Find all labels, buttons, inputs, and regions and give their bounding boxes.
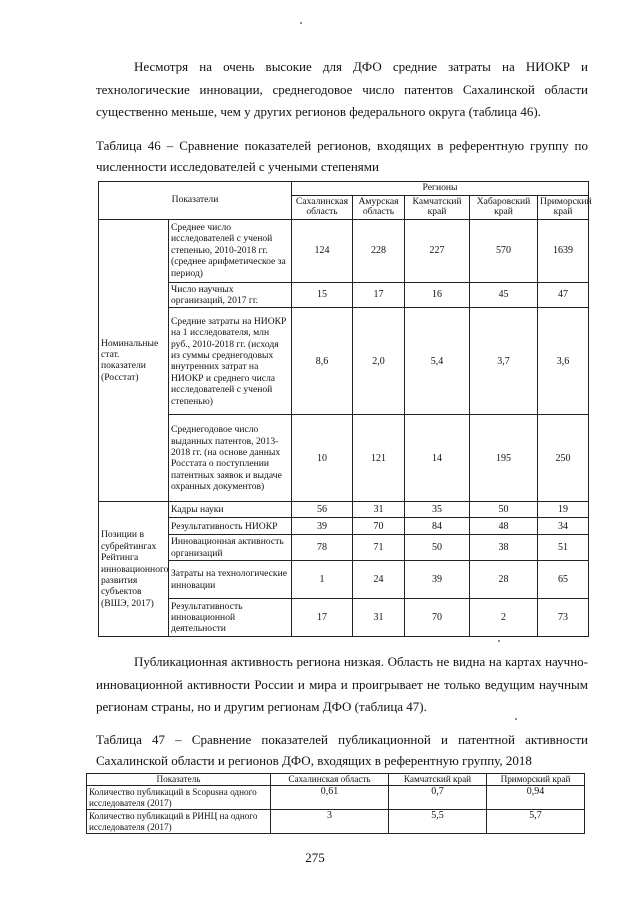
intro-line-2: инновации, среднегодовое число патентов Сахалинской области существенно меньше, чем: [96, 81, 589, 119]
table-cell: 5,4: [405, 308, 470, 415]
header-regions: Регионы: [292, 182, 589, 196]
table-cell: 17: [353, 282, 405, 308]
table47-caption: [96, 729, 588, 771]
column-header: Показатель: [87, 774, 271, 786]
table-46: [98, 181, 592, 637]
table-cell: 250: [538, 415, 589, 502]
table-cell: 1: [292, 561, 353, 599]
pub-line-3: регионам страны, но и другим регионам ДФО (таблица 47).: [96, 699, 427, 714]
row-label: Средние затраты на НИОКР на 1 исследователя, млн руб., 2010-2018 гг. (исходя из суммы среднегодовых внутренних затрат на НИОКР и среднего числа исследователей с ученой степенью): [169, 308, 292, 415]
intro-line-3: у других регионов федерального округа (таблица 46).: [244, 104, 541, 119]
table-cell: 34: [538, 518, 589, 535]
table46-caption-line-2: численности исследователей с учеными степенями: [96, 159, 379, 174]
row-label: Результативность инновационной деятельности: [169, 599, 292, 637]
table-cell: 48: [470, 518, 538, 535]
table-cell: 2: [470, 599, 538, 637]
group-label-vshe: Позиции в субрейтингах Рейтинга инновационного развития субъектов (ВШЭ, 2017): [99, 502, 169, 637]
table-cell: 31: [353, 502, 405, 518]
row-label: Затраты на технологические инновации: [169, 561, 292, 599]
intro-line-1: Несмотря на очень высокие для ДФО средние затраты на НИОКР и технологические: [96, 59, 588, 97]
scan-speck: [515, 718, 517, 720]
scan-speck: [300, 22, 302, 24]
table-cell: 0,61: [271, 786, 389, 810]
table-cell: 38: [470, 535, 538, 561]
table-cell: 65: [538, 561, 589, 599]
region-header: Хабаровский край: [470, 195, 538, 219]
table-cell: 39: [292, 518, 353, 535]
row-label: Инновационная активность организаций: [169, 535, 292, 561]
column-header: Приморский край: [487, 774, 585, 786]
header-indicators: Показатели: [99, 182, 292, 220]
table-cell: 124: [292, 219, 353, 282]
table-cell: 70: [405, 599, 470, 637]
table-cell: 84: [405, 518, 470, 535]
table46-caption: [96, 135, 588, 177]
table47-caption-line-2: Сахалинской области и регионов ДФО, входящих в референтную группу, 2018: [96, 753, 532, 768]
table46-caption-line-1: Таблица 46 – Сравнение показателей регионов, входящих в референтную группу по: [96, 138, 588, 153]
table-cell: 570: [470, 219, 538, 282]
row-label: Число научных организаций, 2017 гг.: [169, 282, 292, 308]
table-47: [86, 773, 585, 834]
page-number: 275: [305, 850, 325, 865]
table-cell: 51: [538, 535, 589, 561]
table-cell: 1639: [538, 219, 589, 282]
publication-paragraph: [96, 651, 588, 719]
table-cell: 5,7: [487, 810, 585, 834]
table-cell: 17: [292, 599, 353, 637]
table-cell: 3,7: [470, 308, 538, 415]
table-cell: 14: [405, 415, 470, 502]
region-header: Приморский край: [538, 195, 589, 219]
intro-paragraph: [96, 56, 588, 124]
row-label: Среднегодовое число выданных патентов, 2013-2018 гг. (на основе данных Росстата о поступлении патентных заявок и выдаче охранных документов): [169, 415, 292, 502]
table-cell: 5,5: [389, 810, 487, 834]
table-cell: 31: [353, 599, 405, 637]
region-header: Амурская область: [353, 195, 405, 219]
scan-speck: [498, 640, 500, 642]
table-cell: 121: [353, 415, 405, 502]
table-cell: 15: [292, 282, 353, 308]
column-header: Камчатский край: [389, 774, 487, 786]
table-cell: 24: [353, 561, 405, 599]
table-cell: 195: [470, 415, 538, 502]
table-cell: 19: [538, 502, 589, 518]
table-cell: 0,94: [487, 786, 585, 810]
table-cell: 50: [470, 502, 538, 518]
table-cell: 3: [271, 810, 389, 834]
table-cell: 3,6: [538, 308, 589, 415]
row-label: Результативность НИОКР: [169, 518, 292, 535]
table-cell: 28: [470, 561, 538, 599]
table-cell: 227: [405, 219, 470, 282]
row-label: Кадры науки: [169, 502, 292, 518]
region-header: Сахалинская область: [292, 195, 353, 219]
group-label-rosstat: Номинальные стат. показатели (Росстат): [99, 219, 169, 502]
pub-line-1: Публикационная активность региона низкая. Область не видна на картах научно-: [134, 654, 588, 669]
table-cell: 45: [470, 282, 538, 308]
table-cell: 50: [405, 535, 470, 561]
table-cell: 78: [292, 535, 353, 561]
table-cell: 10: [292, 415, 353, 502]
table-cell: 228: [353, 219, 405, 282]
pub-line-2: инновационной активности России и мира и проигрывает не только ведущим научным: [96, 676, 588, 692]
row-label: Количество публикаций в Scopusна одного исследователя (2017): [87, 786, 271, 810]
table-cell: 16: [405, 282, 470, 308]
table-cell: 39: [405, 561, 470, 599]
column-header: Сахалинская область: [271, 774, 389, 786]
table-cell: 47: [538, 282, 589, 308]
table-cell: 35: [405, 502, 470, 518]
region-header: Камчатский край: [405, 195, 470, 219]
row-label: Количество публикаций в РИНЦ на одного исследователя (2017): [87, 810, 271, 834]
table47-caption-line-1: Таблица 47 – Сравнение показателей публикационной и патентной активности: [96, 732, 588, 747]
table-cell: 8,6: [292, 308, 353, 415]
table-cell: 56: [292, 502, 353, 518]
row-label: Среднее число исследователей с ученой степенью, 2010-2018 гг. (среднее арифметическое за период): [169, 219, 292, 282]
table-cell: 0,7: [389, 786, 487, 810]
table-cell: 71: [353, 535, 405, 561]
table-cell: 73: [538, 599, 589, 637]
table-cell: 70: [353, 518, 405, 535]
table-cell: 2,0: [353, 308, 405, 415]
